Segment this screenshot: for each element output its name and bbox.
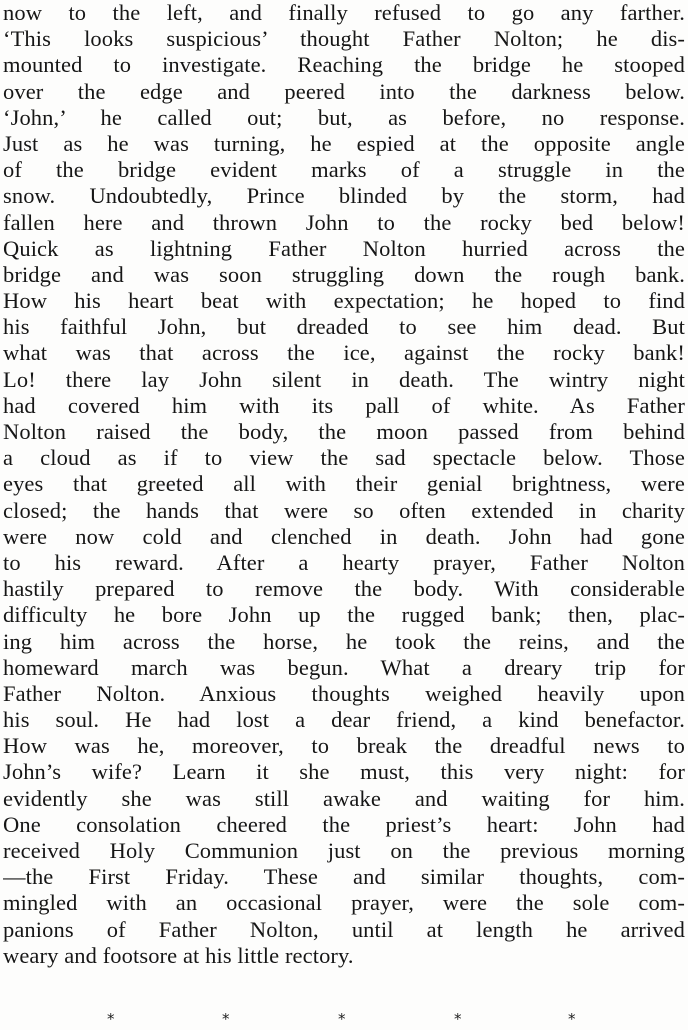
text-line: Quick as lightning Father Nolton hurried across the xyxy=(3,235,685,261)
text-line: snow. Undoubtedly, Prince blinded by the storm, had xyxy=(3,183,685,209)
text-line: eyes that greeted all with their genial brightness, were xyxy=(3,471,685,497)
text-line: Just as he was turning, he espied at the opposite angle xyxy=(3,130,685,156)
asterisk-icon: * xyxy=(338,1010,346,1028)
text-line: now to the left, and finally refused to go any farther. xyxy=(3,0,685,25)
text-line: Lo! there lay John silent in death. The wintry night xyxy=(3,366,685,392)
text-line: a cloud as if to view the sad spectacle below. Those xyxy=(3,445,685,471)
text-line: fallen here and thrown John to the rocky bed below! xyxy=(3,209,685,235)
text-line: homeward march was begun. What a dreary trip for xyxy=(3,654,685,680)
section-break-asterism xyxy=(0,1008,688,1030)
text-line: his faithful John, but dreaded to see him dead. But xyxy=(3,314,685,340)
text-line: Father Nolton. Anxious thoughts weighed heavily upon xyxy=(3,680,685,706)
text-line: had covered him with its pall of white. As Father xyxy=(3,392,685,418)
text-line: panions of Father Nolton, until at length he arrived xyxy=(3,916,685,942)
text-line: received Holy Communion just on the previous morning xyxy=(3,838,685,863)
text-line: over the edge and peered into the darkness below. xyxy=(3,78,685,104)
text-line: what was that across the ice, against the rocky bank! xyxy=(3,340,685,366)
text-line: evidently she was still awake and waiting for him. xyxy=(3,785,685,811)
text-line: One consolation cheered the priest’s heart: John had xyxy=(3,811,685,837)
asterisk-icon: * xyxy=(222,1010,230,1028)
text-line: bridge and was soon struggling down the rough bank. xyxy=(3,261,685,287)
text-line: How was he, moreover, to break the dreadful news to xyxy=(3,733,685,759)
text-line: How his heart beat with expectation; he hoped to find xyxy=(3,288,685,314)
text-line: difficulty he bore John up the rugged bank; then, plac- xyxy=(3,602,685,628)
text-line-last: weary and footsore at his little rectory. xyxy=(3,942,354,968)
text-line: mounted to investigate. Reaching the bridge he stooped xyxy=(3,52,685,78)
text-line: of the bridge evident marks of a struggle in the xyxy=(3,157,685,183)
text-line: ‘This looks suspicious’ thought Father Nolton; he dis- xyxy=(3,26,685,52)
asterisk-icon: * xyxy=(568,1010,576,1028)
asterisk-icon: * xyxy=(107,1010,115,1028)
asterisk-icon: * xyxy=(454,1010,462,1028)
text-line: —the First Friday. These and similar thoughts, com- xyxy=(3,864,685,890)
text-line: closed; the hands that were so often extended in charity xyxy=(3,497,685,523)
text-line: mingled with an occasional prayer, were the sole com- xyxy=(3,890,685,916)
text-line: Nolton raised the body, the moon passed from behind xyxy=(3,419,685,444)
article-column xyxy=(3,0,685,969)
text-line: were now cold and clenched in death. John had gone xyxy=(3,523,685,549)
text-line: to his reward. After a hearty prayer, Father Nolton xyxy=(3,549,685,575)
text-line: John’s wife? Learn it she must, this very night: for xyxy=(3,759,685,785)
text-line: ing him across the horse, he took the reins, and the xyxy=(3,628,685,654)
text-line: hastily prepared to remove the body. With considerable xyxy=(3,576,685,602)
text-line: ‘John,’ he called out; but, as before, no response. xyxy=(3,104,685,130)
text-line: his soul. He had lost a dear friend, a kind benefactor. xyxy=(3,707,685,733)
